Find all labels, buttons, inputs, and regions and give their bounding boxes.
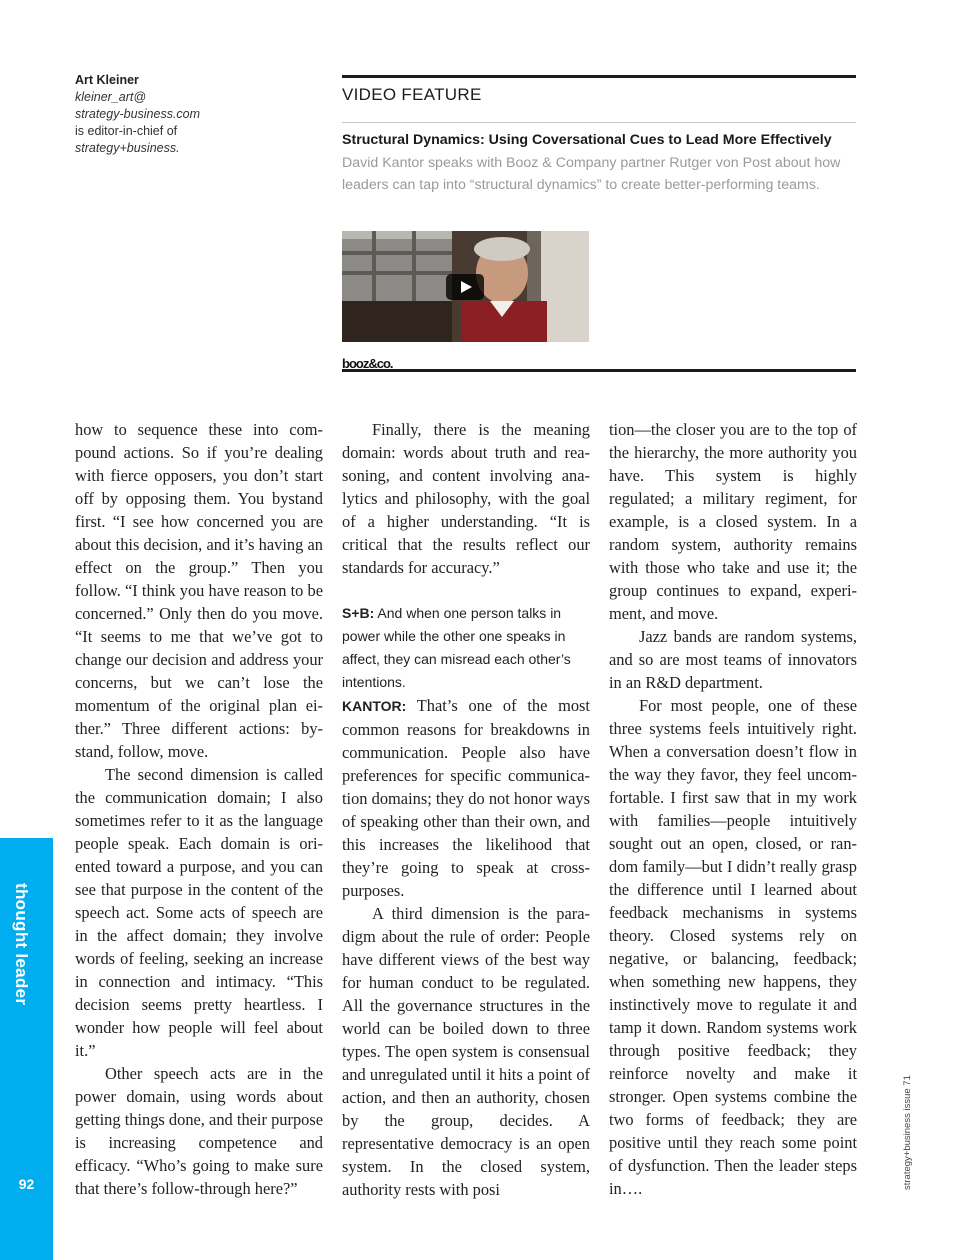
video-title[interactable]: Structural Dynamics: Using Coversational Cues to Lead More Effectively <box>342 132 832 148</box>
video-description: David Kantor speaks with Booz & Company partner Rutger von Post about how leaders can tap into “structural dynamics” to create better-performing teams. <box>342 155 841 193</box>
question-speaker: S+B: <box>342 605 375 621</box>
author-name: Art Kleiner <box>75 73 139 87</box>
page-number: 92 <box>18 1176 35 1192</box>
paragraph: Other speech acts are in the power domain, using words about getting things done, and their purpose is increasing competence and efficacy. “Who’s going to make sure that there’s follow-through here?” <box>75 1064 323 1198</box>
play-icon[interactable] <box>446 274 484 300</box>
paragraph: Jazz bands are random systems, and so are most teams of innovators in an R&D department. <box>609 627 857 692</box>
video-thumbnail[interactable] <box>342 231 589 342</box>
answer-text: That’s one of the most common reasons for breakdowns in communication. People also have preferences for specific communication domains; they do not honor ways of speaking other than their own, and this increases the likelihood that they’re going to speak at cross-purposes. <box>342 696 590 900</box>
video-feature-label: VIDEO FEATURE <box>342 85 482 104</box>
interview-question <box>342 602 590 694</box>
running-footer: strategy+business issue 71 <box>902 1075 913 1190</box>
divider <box>342 122 856 123</box>
section-sidebar <box>0 838 53 1260</box>
paragraph: how to sequence these into compound actions. So if you’re dealing with fierce opposers, you don’t start off by opposing them. You bystand first. “I see how concerned you are about this decision, and it’s having an effect on the group.” Then you follow. “I think you have reason to be concerned.” Only then do you move. “It seems to me that we’ve got to change our decision and address your concerns, but we can’t lose the momentum of the original plan either.” Three different actions: bystand, follow, move. <box>75 420 323 761</box>
booz-co-logo: booz&co. <box>342 356 393 371</box>
video-feature <box>342 75 856 372</box>
paragraph: tion—the closer you are to the top of the hierarchy, the more authority you have. This system is highly regulated; a military regiment, for example, is a closed system. In a random system, authority remains with those who take and use it; the group continues to expand, experiment, and move. <box>609 420 857 623</box>
paragraph: The second dimension is called the communication domain; I also sometimes refer to it as the language people speak. Each domain is oriented toward a purpose, and you can see that purpose in the content of the speech act. Some acts of speech are in the affect domain; they involve words of feeling, seeking an increase in connection and intimacy. “This decision seems pretty heartless. I wonder how people will feel about it.” <box>75 765 323 1060</box>
author-publication: strategy+business. <box>75 141 180 155</box>
question-text: And when one person talks in power while the other one speaks in affect, they can misread each other’s intentions. <box>342 605 571 690</box>
answer-speaker: KANTOR: <box>342 698 407 714</box>
article-column-3 <box>609 418 857 1200</box>
author-email[interactable]: kleiner_art@ strategy-business.com <box>75 90 201 121</box>
paragraph: For most people, one of these three systems feels intuitively right. When a conversation doesn’t flow in the way they favor, they feel uncomfortable. I first saw that in my work with families—people intuitively sought out an open, closed, or random family—but I didn’t really grasp the difference until I learned about feedback mechanisms in systems theory. Closed systems rely on negative, or balancing, feedback; when something new happens, they instinctively move to regulate it and tamp it down. Random systems work through positive feedback; they reinforce novelty and make it stronger. Open systems combine the two forms of feedback; they are positive until they reach some point of dysfunction. Then the leader steps in…. <box>609 696 857 1198</box>
paragraph: A third dimension is the paradigm about the rule of order: People have different views of the best way for human conduct to be regulated. All the governance structures in the world can be boiled down to three types. The open system is consensual and unregulated until it hits a point of action, and then an authority, chosen by the group, decides. A representative democracy is an open system. In the closed system, authority rests with posi <box>342 904 590 1199</box>
author-role: is editor-in-chief of <box>75 124 178 138</box>
interview-answer <box>342 694 590 902</box>
section-tag: thought leader <box>12 883 31 1006</box>
article-column-1 <box>75 418 323 1200</box>
author-bio <box>75 72 315 157</box>
paragraph: Finally, there is the meaning domain: words about truth and reasoning, and content involving analytics and philosophy, with the goal of a higher understanding. “It is critical that the results reflect our standards for accuracy.” <box>342 420 590 577</box>
article-column-2 <box>342 418 590 1201</box>
